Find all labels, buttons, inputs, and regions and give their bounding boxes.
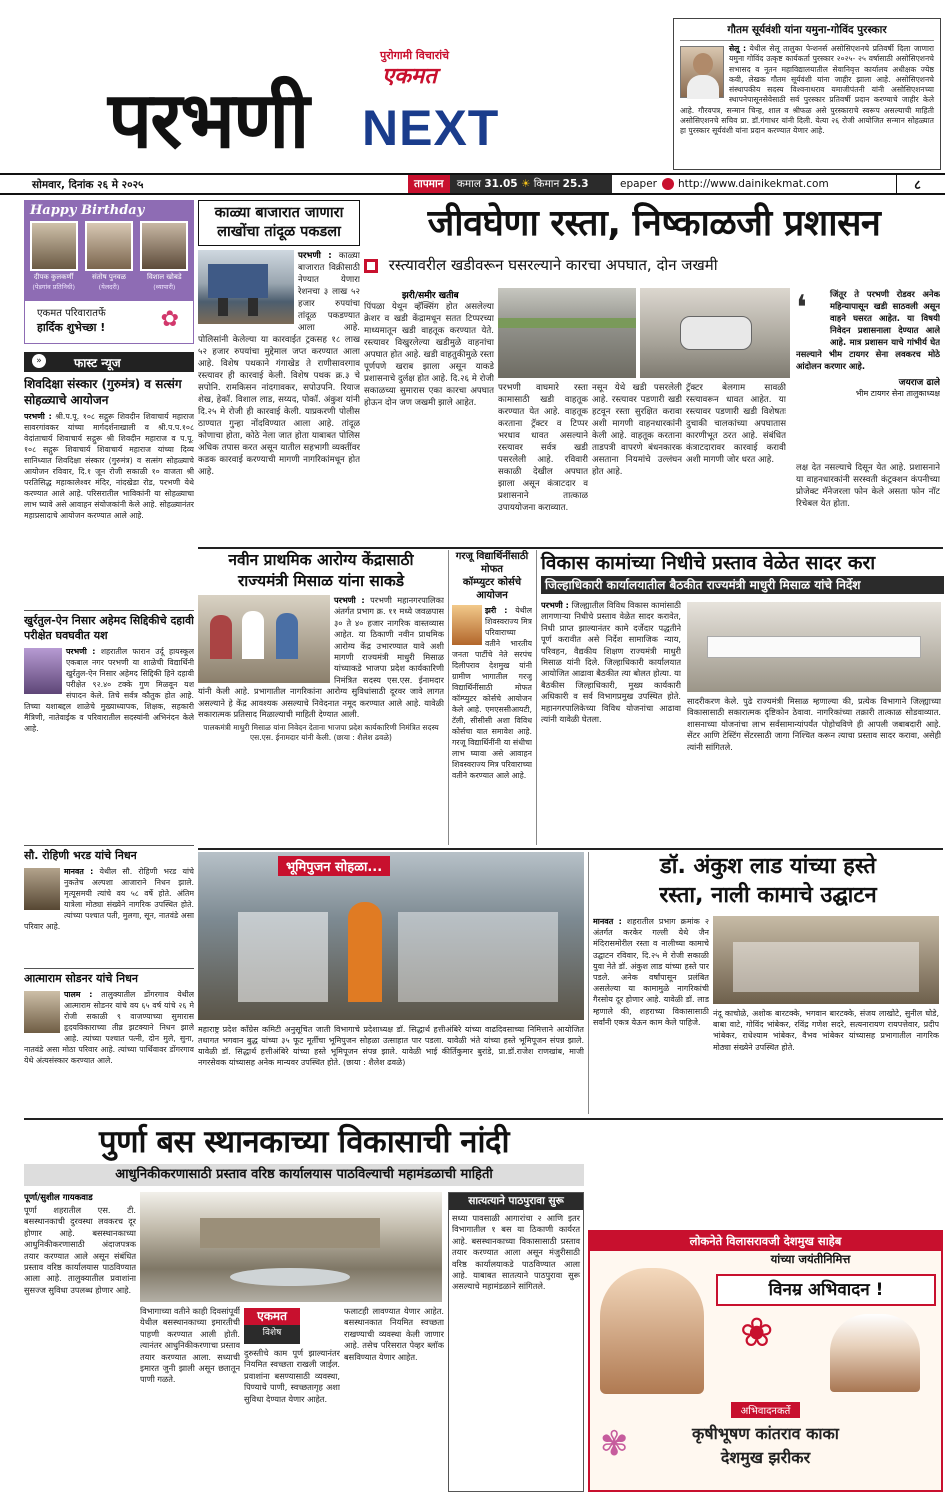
lead-col-4 xyxy=(686,382,786,542)
lead-col-3 xyxy=(592,382,682,542)
quote-text: जिंतूर ते परभणी रोडवर अनेक महिन्यापासून खडी साठवली असून वाहने घसरत आहेत. या विषयी निवेदन प्रशासनाला देण्यात आले आहे. मात्र प्रशासन याचे गांभीर्य घेत नसल्याने भीम टायगर सेना लवकरच मोठे आंदोलन करणार आहे. xyxy=(796,289,940,371)
next-badge xyxy=(362,100,517,156)
award-photo xyxy=(680,46,724,98)
news-item xyxy=(24,613,194,843)
dev-col-1 xyxy=(541,600,681,844)
temperature-box xyxy=(408,175,612,193)
award-box xyxy=(673,18,941,170)
site-link[interactable]: http://www.dainikekmat.com xyxy=(678,178,829,190)
dev-headline: विकास कामांच्या निधीचे प्रस्ताव वेळेत सादर करा xyxy=(541,552,876,574)
max-temp-label: कमाल xyxy=(456,178,482,190)
story-text: परभणी वाघमारे रस्ता कामासाठी खडी वाहतूक करण्यात येत आहे. वाहतूक करताना ट्रॅक्टर व टिप्पर भरधाव धावत असल्याने रस्त्यावर सर्वत्र खडी पसरलेली आहे. रविवारी सकाळी देखील अपघात झाला असून कंत्राटदार व प्रशासनाने तात्काळ उपाययोजना कराव्यात. xyxy=(498,383,588,513)
dateline-bar xyxy=(0,173,945,195)
story-text: लक्ष देत नसल्याचे दिसून येत आहे. प्रशासनाने या वाहनधारकांनी सरस्वती कंट्रक्शन कंपनीच्या प्रोजेक्ट मॅनेजरला फोन केले असता फोन नॉट रिचेबल येत होता. xyxy=(796,463,940,509)
person-role: (येलदरी) xyxy=(98,283,120,291)
story-text: परभणी महानगरपालिका अंतर्गत प्रभाग क्र. ११ मध्ये जवळपास ३० ते ४० हजार नागरिक वास्तव्यास आहेत. या ठिकाणी नवीन प्राथमिक आरोग्य केंद्र उभारण्यात यावे अशी मागणी राज्यमंत्री माधुरी मिसाळ यांच्याकडे भाजपा प्रदेश कार्यकारिणी निमंत्रित सदस्य एस.एस. ईनामदार यांनी केली आहे. प्रभागातील नागरिकांना आरोग्य सुविधांसाठी दूरवर जावे लागत असल्याने हे केंद्र आवश्यक असल्याचे निवेदनात नमूद करण्यात आले आहे. यावेळी सकारात्मक प्रतिसाद मिळाल्याची माहिती देण्यात आली. xyxy=(198,595,444,720)
story-text: नंदू काचोळे, अशोक बारटक्के, भगवान बारटक्के, संजय लाखोटे, सुनील घोडे, बाबा वाटे, गोविंद भांबेकर, रविंद्र गणेश सदरे, सत्यनारायण रायपत्तेवार, प्रदीप भांबेकर, राधेश्याम भांबेकर, वैभव भांबेकर यांच्यासह प्रभागातील नागरिक मोठ्या संख्येने उपस्थित होते. xyxy=(713,1009,939,1052)
lead-quote xyxy=(796,288,940,456)
story-place: परभणी : xyxy=(334,595,365,605)
lad-col-1 xyxy=(593,916,709,1112)
person-role: (पेडगांव प्रतिनिधी) xyxy=(32,283,75,291)
wish-line-1: एकमत परिवारातर्फे xyxy=(37,308,106,319)
max-temp-value: 31.05 xyxy=(484,178,518,190)
story-text: जिल्ह्यातील विविध विकास कामांसाठी लागणाऱ्या निधीचे प्रस्ताव वेळेत सादर करावेत, निधी प्राप्त झाल्यानंतर कामे दर्जेदार पद्धतीने पूर्ण करावीत असे निर्देश सामाजिक न्याय, परिवहन, वैद्यकीय शिक्षण राज्यमंत्री माधुरी मिसाळ यांनी दिले. जिल्हाधिकारी कार्यालयात आयोजित आढावा बैठकीत त्या बोलत होत्या. या बैठकीस जिल्हाधिकारी, मुख्य कार्यकारी अधिकारी व सर्व विभागप्रमुख उपस्थित होते. महानगरपालिकेच्या विविध योजनांचा आढावा त्यांनी यावेळी घेतला. xyxy=(541,600,681,725)
avatar xyxy=(140,221,188,271)
award-place: सेलू : xyxy=(729,44,747,53)
road-photo xyxy=(498,288,636,378)
tag-brand: एकमत xyxy=(244,1308,300,1325)
masthead xyxy=(0,0,660,170)
lead-headline: जीवघेणा रस्ता, निष्काळजी प्रशासन xyxy=(427,203,881,244)
story-text: फलाटही लावण्यात येणार आहेत. बसस्थानकात नियमित स्वच्छता राखण्याची व्यवस्था केली जाणार आहे. तसेच परिसरात पेव्हर ब्लॉक बसविण्यात येणार आहेत. xyxy=(344,1306,444,1362)
by-label: अभिवादनकर्ते xyxy=(731,1402,801,1418)
headline-line: डॉ. अंकुश लाड यांच्या हस्ते xyxy=(660,854,876,879)
headline-line: रस्ता, नाली कामाचे उद्घाटन xyxy=(659,883,877,908)
lead-col-2 xyxy=(498,382,588,542)
next-logo: NEXT xyxy=(362,100,500,156)
news-item xyxy=(24,848,194,966)
news-item xyxy=(24,376,194,608)
story-place: झरी : xyxy=(485,606,508,615)
divider xyxy=(24,1118,943,1120)
bus-stand-photo xyxy=(140,1192,442,1302)
divider xyxy=(198,547,943,549)
dev-meeting-photo xyxy=(687,602,941,692)
obit-photo xyxy=(24,868,60,910)
news-text: तालुक्यातील डोंगरगाव येथील आत्माराम सोडनर यांचे वय ६५ वर्ष यांचे २६ मे रोजी सकाळी ९ वाजण्याच्या सुमारास हृदयविकाराच्या तीव्र झटक्याने निधन झाले आहे. त्यांच्या पश्चात पत्नी, दोन मुले, सुना, नातवंडे असा मोठा परिवार आहे. त्यांच्या पार्थिवावर डोंगरगाव येथे अंत्यसंस्कार करण्यात आले. xyxy=(24,990,194,1065)
headline-line: काळ्या बाजारात जाणारा xyxy=(214,205,344,221)
donor-name-1: कृषीभूषण कांतराव काका xyxy=(692,1424,839,1443)
leader-portrait xyxy=(600,1268,704,1394)
news-title: सौ. रोहिणी भरड यांचे निधन xyxy=(24,849,137,862)
donor-name-2: देशमुख झरीकर xyxy=(720,1448,811,1467)
story-text: नसून येथे खडी पसरलेली आहे. रस्त्यावर पडणारी खडी हटवून रस्ता सुरक्षित करावा अशी मागणी वाहनधारकांनी केली आहे. वाहतूक करताना ताडपत्री वापरणे बंधनकारक असताना नियमांचे उल्लंघन होत आहे. xyxy=(592,383,682,477)
award-title: गौतम सूर्यवंशी यांना यमुना-गोविंद पुरस्कार xyxy=(680,23,934,41)
news-item xyxy=(24,971,194,1096)
bus-col-1 xyxy=(24,1192,136,1492)
lad-col-2 xyxy=(713,1008,939,1112)
wish-line-2: हार्दिक शुभेच्छा ! xyxy=(37,321,106,334)
story-text: पिंपळा येथून व्हॅक्सिंग होत असलेल्या क्रेशर व खडी केंद्रामधून सतत टिप्परच्या माध्यमातून खडी वाहतूक करण्यात येते. रस्त्यावर विखुरलेल्या खडीमुळे वाहनांचा अपघात होत आहे. खडी वाहतुकीमुळे रस्ता पूर्णपणे खराब झाला असून याकडे प्रशासनाचे दुर्लक्ष होत आहे. दि.२६ मे रोजी सकाळच्या सुमारास एका कारचा अपघात होऊन दोन जण जखमी झाले आहेत. xyxy=(364,302,494,408)
bhoomipujan-photo xyxy=(198,852,584,1020)
min-temp-value: 25.3 xyxy=(562,178,589,190)
flower-icon: ✿ xyxy=(160,307,179,332)
news-title: खुर्रतुल-ऐन निसार अहेमद सिद्दिकीचे दहावी परीक्षेत घवघवीत यश xyxy=(24,614,194,642)
headline-line: राज्यमंत्री मिसाळ यांना साकडे xyxy=(237,572,405,590)
story-text: येथील शिवस्वराज्य मित्र परिवाराच्या वतीने भारतीय जनता पार्टीचे नेते सरपंच दिलीपराव देशमुख यांनी ग्रामीण भागातील गरजू विद्यार्थिनींसाठी मोफत कॉम्प्युटर कोर्सचे आयोजन केले आहे. एमएससीआयटी, टॅली, सीसीसी अशा विविध कोर्सचा यात समावेश आहे. गरजू विद्यार्थिनींनी या संधीचा लाभ घ्यावा असे आवाहन शिवस्वराज्य मित्र परिवाराच्या वतीने करण्यात आले आहे. xyxy=(452,606,532,780)
bus-col-2 xyxy=(140,1306,240,1492)
bus-headline: पुर्णा बस स्थानकाच्या विकासाची नांदी xyxy=(98,1124,509,1160)
award-text: येथील सेलू तालुका पेन्शनर्स असोसिएशनचे प्रतिवर्षी दिला जाणारा यमुना गोविंद उत्कृष्ट कार्यकर्ता पुरस्कार २०२५- २५ वर्षासाठी असोसिएशनचे सभासद व नूतन महाविद्यालयातील सेवानिवृत्त कार्यालय अधीक्षक ज्येष्ठ कवी, लेखक गौतम सूर्यवंशी यांना जाहीर झाला आहे. असोसिएशनचे संस्थापकीय सदस्य विश्वनाथराव यमाजीपंतनी यांनी असोसिएशनच्या स्थापनेपासूनसेवेसाठी सर्व पुरस्कार प्रतिवर्षी प्रदान करण्याचे जाहीर केले आहे. गौरवपत्र, सन्मान चिन्ह, शाल व श्रीफळ असे पुरस्काराचे स्वरूप असल्याची माहिती असोसिएशनचे सचिव प्रा. डॉ.गंगाधर यांनी दिली. येत्या २६ रोजी आयोजित सन्मान सोहळ्यात हा पुरस्कार सूर्यवंशी यांना प्रदान करण्यात येणार आहे. xyxy=(680,44,934,136)
headline-line: गरजू विद्यार्थिनींसाठी मोफत xyxy=(455,551,529,575)
lead-col-1 xyxy=(364,288,494,544)
quote-photo: ❛ xyxy=(796,288,807,328)
donor-portrait xyxy=(830,1314,920,1392)
news-place: पालम : xyxy=(64,990,93,999)
photo-caption: पालकमंत्री माधुरी मिसाळ यांना निवेदन देताना भाजपा प्रदेश कार्यकारिणी निमंत्रित सदस्य एस.एस. ईनामदार यांनी केली. (छाया : शैलेश ढवळे) xyxy=(203,723,439,743)
globe-icon xyxy=(662,178,674,190)
birthday-person-2 xyxy=(82,221,136,291)
rose-icon: ❀ xyxy=(740,1310,774,1356)
headline-line: नवीन प्राथमिक आरोग्य केंद्रासाठी xyxy=(228,551,414,569)
photo-caption: महाराष्ट्र प्रदेश काँग्रेस कमिटी अनुसूचित जाती विभागाचे प्रदेशाध्यक्ष डॉ. सिद्धार्थ हत्तीअंबिरे यांच्या वाढदिवसाच्या निमित्ताने आयोजित तथागत भगवान बुद्ध यांच्या ३५ फूट मूर्तीचा भूमिपुजन सोहळा उत्साहात पार पडला. यावेळी भंते यांच्या हस्ते भूमिपूजन संपन्न झाले. यावेळी डॉ. सिद्धार्थ हत्तीअंबिरे यांच्या हस्ते भूमिपूजन संपन्न झाले. यावेळी भाई कीर्तिकुमार बुरांडे, प्रा.डॉ.राजेश राणखांब, माजी नगरसेवक यांच्यासह अनेक मान्यवर उपस्थित होते. (छाया : शैलेश ढवळे) xyxy=(198,1025,584,1067)
lad-story xyxy=(588,852,943,1114)
news-place: परभणी : xyxy=(66,647,96,656)
sun-icon: ☀ xyxy=(520,178,531,190)
news-text: येथील सौ. रोहिणी भरड यांचे नुकतेच अल्पशा आजाराने निधन झाले. मृत्यूसमयी त्यांचे वय ५८ वर्षे होते. अंतिम यात्रेला मोठ्या संख्येने नागरिक उपस्थित होते. त्यांच्या पश्चात पती, मुलगा, सून, नातवंडे असा परिवार आहे. xyxy=(24,867,194,931)
bus-story xyxy=(24,1122,584,1492)
quote-name: जयराज ढाले xyxy=(898,378,940,388)
fast-news-label: फास्ट न्यूज xyxy=(74,356,121,370)
box-text: सध्या पावसाळी आगारांचा २ आणि इतर विभागातील १ बस या ठिकाणी कार्यरत आहे. बसस्थानकाच्या विकासासाठी प्रस्ताव तयार करण्यात आला असून मंजुरीसाठी वरिष्ठ कार्यालयाकडे पाठविण्यात आला आहे. याबाबत सातत्याने पाठपुरावा सुरू असल्याचे महामंडळाने सांगितले. xyxy=(452,1213,580,1292)
rice-headline xyxy=(198,200,360,246)
subhead-text: रस्त्यावरील खडीवरून घसरल्याने कारचा अपघात, दोन जखमी xyxy=(388,256,718,274)
bus-col-4 xyxy=(344,1306,444,1492)
news-text: शहरातील फारान उर्दू हायस्कूल एकबाल नगर परभणी या शाळेची विद्यार्थिनी खुर्रतुल-ऐन निसार अहेमद सिद्दिकी हिने दहावी परीक्षेत ९२.४० टक्के गुण मिळवून यश संपादन केले. तिचे सर्वत्र कौतुक होत आहे. तिच्या यशाबद्दल शाळेचे मुख्याध्यापक, शिक्षक, सहकारी मैत्रिणी, नातेवाईक व परिवारातील सदस्यांनी अभिनंदन केले आहे. xyxy=(24,647,194,733)
dev-col-2 xyxy=(687,696,941,844)
ad-header xyxy=(590,1232,941,1251)
fast-news-column xyxy=(24,376,194,1096)
birthday-header: Happy Birthday xyxy=(30,203,145,218)
birthday-wish xyxy=(24,300,194,344)
photo-label: भूमिपुजन सोहळा... xyxy=(278,856,390,876)
rice-truck-photo xyxy=(198,250,294,324)
ad-line-2: यांच्या जयंतीनिमित्त xyxy=(770,1252,851,1266)
news-title: शिवदिक्षा संस्कार (गुरुमंत्र) व सत्संग सोहळ्याचे आयोजन xyxy=(24,377,182,407)
followup-box xyxy=(448,1192,584,1492)
lad-photo xyxy=(713,916,939,1004)
story-place: परभणी : xyxy=(298,251,332,261)
story-text: काळ्या बाजारात विक्रीसाठी नेण्यात येणारा रेशनचा ३ लाख ५२ हजार रुपयांचा तांदूळ पकडण्यात आला आहे. पोलिसांनी केलेल्या या कारवाईत ट्रकसह १८ लाख ५२ हजार रुपयांचा मुद्देमाल जप्त करण्यात आला आहे. विशेष पथकाने गंगाखेड ते राणीसावरगाव रस्त्यावर ही कारवाई केली. विशेष पथक क्र.३ चे सपोनि. रामकिसन नांदगावकर, सपोउपनि. रियाज शेख, हेकॉ. विशाल लाड, सय्यद, पोकॉ. अंकुश यांनी दि.२५ मे रोजी ही कारवाई केली. याप्रकरणी पोलीस ठाण्यात गुन्हा नोंदविण्यात आला आहे. तांदूळ कोणाचा होता, कोठे नेला जात होता याबाबत पोलिस अधिक तपास करत असून यातील सहभागी व्यक्तींवर कडक कारवाई करण्याची मागणी नागरिकांमधून होत आहे. xyxy=(198,251,360,477)
byline: पूर्णा/सुशील गायकवाड xyxy=(24,1193,93,1203)
fast-news-icon: » xyxy=(32,354,46,368)
divider xyxy=(198,848,943,850)
news-place: परभणी : xyxy=(24,412,52,421)
meeting-photo xyxy=(198,595,330,683)
greeting-box xyxy=(716,1274,936,1306)
box-title: सात्यत्याने पाठपुरावा सुरू xyxy=(449,1193,583,1210)
health-story xyxy=(198,550,444,845)
obit-photo xyxy=(24,991,60,1033)
quote-role: भीम टायगर सेना तालुकाध्यक्ष xyxy=(855,389,940,398)
min-temp-label: किमान xyxy=(533,178,560,190)
fast-news-band xyxy=(24,352,194,372)
story-text: सादरीकरण केले. पुढे राज्यमंत्री मिसाळ म्हणाल्या की, प्रत्येक विभागाने जिल्ह्याच्या विकासासाठी सकारात्मक दृष्टिकोन ठेवावा. नागरिकांच्या तक्रारी तात्काळ सोडवाव्यात. शासनाच्या योजनांचा लाभ सर्वसामान्यांपर्यंत पोहोचविणे ही आपली जबाबदारी आहे. सेंटर आणि टेस्टिंग सेंटरसाठी जागा निश्चित करून त्याचा प्रस्ताव सादर करावा, असेही त्यांनी सांगितले. xyxy=(687,696,941,752)
story-text: ट्रॅक्टर बेलगाम सावळी रस्त्यावरून धावत आहेत. या रस्त्यावर पडणारी खडी विशेषतः दुचाकी चालकांच्या अपघातास कारणीभूत ठरत आहे. संबंधित कंत्राटदारावर कारवाई करावी अशी मागणी जोर धरत आहे. xyxy=(686,383,786,465)
lead-story xyxy=(364,200,944,545)
page-number: ८ xyxy=(896,175,938,193)
birthday-person-1 xyxy=(27,221,81,291)
dev-story xyxy=(536,550,944,845)
subhead-marker-icon xyxy=(364,259,378,273)
rice-story xyxy=(198,200,360,546)
temp-label: तापमान xyxy=(408,175,450,193)
story-text: पूर्णा शहरातील एस. टी. बसस्थानकाची दुरवस्था लवकरच दूर होणार आहे. बसस्थानकाच्या आधुनिकीकरणासाठी अंदाजपत्रक तयार करण्यात आले असून संबंधित प्रस्ताव वरिष्ठ कार्यालयास पाठविण्यात आला आहे. तालुक्यातील प्रवाशांना सुसज्ज सुविधा उपलब्ध होणार आहे. xyxy=(24,1205,136,1295)
lead-col-5 xyxy=(796,462,940,542)
avatar xyxy=(30,221,78,271)
page-title: परभणी xyxy=(108,76,308,166)
masthead-tagline: पुरोगामी विचारांचे xyxy=(380,49,450,62)
bus-subhead: आधुनिकीकरणासाठी प्रस्ताव वरिष्ठ कार्यालयास पाठविल्याची महामंडळाची माहिती xyxy=(24,1164,584,1186)
person-name: दीपक कुलकर्णी xyxy=(33,273,74,281)
person-name: विशाल खोबडे xyxy=(147,273,182,281)
bhoomipujan-story xyxy=(198,852,584,1114)
news-title: आत्माराम सोडनर यांचे निधन xyxy=(24,972,138,985)
date-text: सोमवार, दिनांक २६ मे २०२५ xyxy=(32,179,144,191)
car-photo xyxy=(640,288,790,378)
person-role: (व्यापारी) xyxy=(153,283,176,291)
headline-line: कॉम्प्युटर कोर्सचे आयोजन xyxy=(462,577,522,601)
tribute-ad xyxy=(588,1230,943,1492)
leader-photo xyxy=(452,605,482,645)
story-place: मानवत : xyxy=(593,917,622,926)
story-text: दुरुस्तीचे काम पूर्ण झाल्यानंतर नियमित स्वच्छता राखली जाईल. प्रवाशांना बसण्यासाठी व्यवस्था, पिण्याचे पाणी, स्वच्छतागृह अशा सुविधा देण्यात येणार आहेत. xyxy=(244,1348,340,1404)
news-place: मानवत : xyxy=(64,867,94,876)
bouquet-icon: ✾ xyxy=(600,1424,629,1464)
computer-story xyxy=(448,550,532,845)
ad-line-1: लोकनेते विलासरावजी देशमुख साहेब xyxy=(689,1234,842,1248)
headline-line: लाखोंचा तांदूळ पकडला xyxy=(217,224,341,240)
news-text: श्री.प.पू. १०८ सद्गुरू शिवदीन शिवाचार्य महाराज सावरगांवकर यांच्या मार्गदर्शनाखाली व श्री.प.प.१०८ वेदांताचार्य शिवाचार्य सद्गुरू श्री शिवदीन महाराज व प.पू. १०८ सद्गुरू शिवाचार्य शिवाचार्य महाराज यांच्या दिव्य सानिध्यात शिवदिक्षा संस्कार (गुरुमंत्र) व सत्संग सोहळ्याचे आयोजन रविवार, दि.१ जून रोजी सकाळी १० वाजता श्री परतिसिद्ध महाकालेश्वर मंदिर, नांदखेडा रोड, परभणी येथे करण्यात आले आहे. परिसरातील भाविकांनी या सोहळ्याचा लाभ घ्यावे असे आवाहन संयोजकांनी केले आहे. सोहळ्यानंतर महाप्रसादाचे आयोजन करण्यात आले आहे. xyxy=(24,412,194,520)
tag-label: विशेष xyxy=(262,1328,282,1338)
person-name: संतोष पुनवळ xyxy=(92,273,126,281)
student-photo xyxy=(24,648,62,694)
bus-col-3 xyxy=(244,1348,340,1492)
lead-subhead xyxy=(364,252,944,278)
epaper-label: epaper xyxy=(620,178,658,190)
ekmat-special-tag xyxy=(244,1308,300,1344)
birthday-person-3 xyxy=(137,221,191,291)
byline: झरी/समीर खतीब xyxy=(402,291,459,301)
story-text: शहरातील प्रभाग क्रमांक २ अंतर्गत करकेर गल्ली येथे जैन मंदिरासमोरील रस्ता व नालीच्या कामाचे उद्घाटन रविवार, दि.२५ मे रोजी सकाळी युवा नेते डॉ. अंकुश लाड यांच्या हस्ते पार पडले. अनेक वर्षांपासून प्रलंबित असलेल्या या कामामुळे नागरिकांची गैरसोय दूर होणार आहे. यावेळी डॉ. लाड म्हणाले की, शहराच्या विकासासाठी सर्वांनी एकत्र येऊन काम केले पाहिजे. xyxy=(593,917,709,1027)
greeting-text: विनम्र अभिवादन ! xyxy=(768,1280,884,1300)
story-text: विभागाच्या वतीने काही दिवसांपूर्वी येथील बसस्थानकाच्या इमारतीची पाहणी करण्यात आली होती. त्यानंतर आधुनिकीकरणाचा प्रस्ताव तयार करण्यात आला. सध्याची इमारत जुनी झाली असून छतातून पाणी गळते. xyxy=(140,1306,240,1385)
story-place: परभणी : xyxy=(541,600,569,610)
avatar xyxy=(85,221,133,271)
ad-footer xyxy=(590,1398,941,1490)
dev-subhead: जिल्हाधिकारी कार्यालयातील बैठकीत राज्यमंत्री माधुरी मिसाळ यांचे निर्देश xyxy=(541,576,944,594)
brand-logo: एकमत xyxy=(382,64,437,89)
